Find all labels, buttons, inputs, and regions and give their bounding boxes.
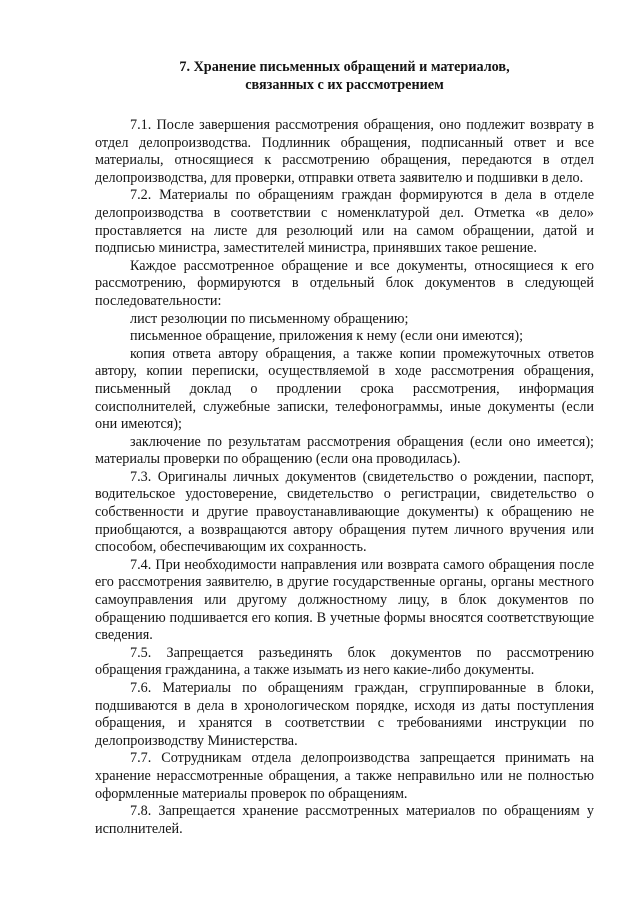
paragraph-7-6: 7.6. Материалы по обращениям граждан, сгруппированные в блоки, подшиваются в дела в хронологическом порядке, исходя из даты поступления обращения, и хранятся в соответствии с требованиями инструкции по делопроизводству Министерства. bbox=[95, 680, 594, 749]
paragraph-7-1: 7.1. После завершения рассмотрения обращения, оно подлежит возврату в отдел делопроизводства. Подлинник обращения, подписанный ответ и все материалы, относящиеся к рассмотрению обращения, передаются в отдел делопроизводства, для проверки, отправки ответа заявителю и подшивки в дело. bbox=[95, 117, 594, 186]
list-item-resolution-sheet: лист резолюции по письменному обращению; bbox=[130, 310, 409, 327]
list-item-written-appeal: письменное обращение, приложения к нему (если они имеются); bbox=[130, 328, 524, 345]
paragraph-7-5: 7.5. Запрещается разъединять блок документов по рассмотрению обращения гражданина, а также изымать из него какие-либо документы. bbox=[95, 644, 594, 679]
list-item-conclusion: заключение по результатам рассмотрения обращения (если оно имеется); материалы проверки по обращению (если она проводилась). bbox=[95, 433, 594, 468]
paragraph-7-8: 7.8. Запрещается хранение рассмотренных материалов по обращениям у исполнителей. bbox=[95, 803, 594, 837]
paragraph-block-composition: Каждое рассмотренное обращение и все документы, относящиеся к его рассмотрению, формируются в отдельный блок документов в следующей последовательности: bbox=[95, 257, 594, 309]
section-title-line-1: 7. Хранение письменных обращений и материалов, bbox=[179, 59, 510, 75]
document-body bbox=[95, 58, 594, 838]
paragraph-7-4: 7.4. При необходимости направления или возврата самого обращения после его рассмотрения заявителю, в другие государственные органы, органы местного самоуправления или другому должностному лицу, в блок документов по обращению подшивается его копия. В учетные формы вносятся соответствующие сведения. bbox=[95, 556, 594, 644]
section-title-line-2: связанных с их рассмотрением bbox=[245, 77, 444, 93]
paragraph-7-3: 7.3. Оригиналы личных документов (свидетельство о рождении, паспорт, водительское удостоверение, свидетельство о регистрации, свидетельство о собственности и другие правоустанавливающие документы) к обращению не приобщаются, а возвращаются автору обращения путем личного вручения или способом, обеспечивающим их сохранность. bbox=[95, 468, 594, 556]
paragraph-7-2: 7.2. Материалы по обращениям граждан формируются в дела в отделе делопроизводства в соответствии с номенклатурой дел. Отметка «в дело» проставляется на листе для резолюций или на самом обращении, датой и подписью министра, заместителей министра, принявших такое решение. bbox=[95, 187, 594, 257]
list-item-response-copies: копия ответа автору обращения, а также копии промежуточных ответов автору, копии переписки, осуществляемой в ходе рассмотрения обращения, письменный доклад о продлении срока рассмотрения, информация соисполнителей, служебные записки, телефонограммы, иные документы (если они имеются); bbox=[95, 345, 594, 433]
paragraph-7-7: 7.7. Сотрудникам отдела делопроизводства запрещается принимать на хранение нерассмотренные обращения, а также неправильно или не полностью оформленные материалы проверок по обращениям. bbox=[95, 750, 594, 802]
section-title bbox=[95, 58, 594, 94]
